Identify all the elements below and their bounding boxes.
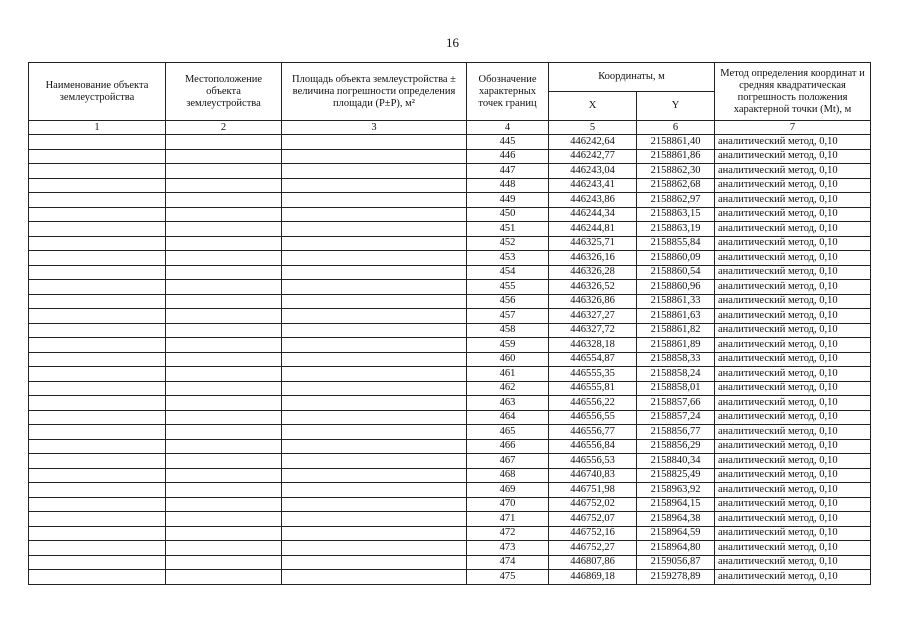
method-cell: аналитический метод, 0,10 [715,294,871,309]
location-cell [166,149,282,164]
y-coordinate-cell: 2158858,33 [637,352,715,367]
location-cell [166,425,282,440]
table-row [29,149,871,164]
method-cell: аналитический метод, 0,10 [715,425,871,440]
area-cell [282,338,467,353]
point-cell: 457 [467,309,549,324]
object-name-cell [29,280,166,295]
method-cell: аналитический метод, 0,10 [715,323,871,338]
point-cell: 470 [467,497,549,512]
object-name-cell [29,570,166,585]
area-cell [282,526,467,541]
header-x: X [549,92,637,121]
method-cell: аналитический метод, 0,10 [715,164,871,179]
location-cell [166,265,282,280]
x-coordinate-cell: 446752,07 [549,512,637,527]
method-cell: аналитический метод, 0,10 [715,236,871,251]
location-cell [166,178,282,193]
column-number: 5 [549,121,637,135]
object-name-cell [29,294,166,309]
point-cell: 461 [467,367,549,382]
method-cell: аналитический метод, 0,10 [715,222,871,237]
column-number: 3 [282,121,467,135]
object-name-cell [29,512,166,527]
y-coordinate-cell: 2158856,29 [637,439,715,454]
area-cell [282,178,467,193]
column-number: 4 [467,121,549,135]
table-row [29,425,871,440]
object-name-cell [29,439,166,454]
point-cell: 456 [467,294,549,309]
x-coordinate-cell: 446752,27 [549,541,637,556]
x-coordinate-cell: 446244,34 [549,207,637,222]
column-number: 7 [715,121,871,135]
y-coordinate-cell: 2158861,40 [637,135,715,150]
area-cell [282,541,467,556]
area-cell [282,294,467,309]
area-cell [282,570,467,585]
method-cell: аналитический метод, 0,10 [715,396,871,411]
object-name-cell [29,236,166,251]
x-coordinate-cell: 446556,55 [549,410,637,425]
method-cell: аналитический метод, 0,10 [715,381,871,396]
x-coordinate-cell: 446752,16 [549,526,637,541]
x-coordinate-cell: 446242,64 [549,135,637,150]
point-cell: 451 [467,222,549,237]
table-row [29,236,871,251]
header-point-designation: Обозначение характерных точек границ [467,63,549,121]
point-cell: 445 [467,135,549,150]
area-cell [282,323,467,338]
method-cell: аналитический метод, 0,10 [715,309,871,324]
object-name-cell [29,338,166,353]
x-coordinate-cell: 446740,83 [549,468,637,483]
y-coordinate-cell: 2158860,96 [637,280,715,295]
area-cell [282,367,467,382]
point-cell: 458 [467,323,549,338]
method-cell: аналитический метод, 0,10 [715,483,871,498]
y-coordinate-cell: 2158862,68 [637,178,715,193]
table-row [29,135,871,150]
object-name-cell [29,555,166,570]
method-cell: аналитический метод, 0,10 [715,352,871,367]
location-cell [166,396,282,411]
location-cell [166,555,282,570]
object-name-cell [29,396,166,411]
location-cell [166,381,282,396]
area-cell [282,555,467,570]
table-row [29,468,871,483]
header-y: Y [637,92,715,121]
x-coordinate-cell: 446326,16 [549,251,637,266]
location-cell [166,193,282,208]
method-cell: аналитический метод, 0,10 [715,149,871,164]
page-number: 16 [446,35,459,50]
method-cell: аналитический метод, 0,10 [715,497,871,512]
x-coordinate-cell: 446555,35 [549,367,637,382]
table-row [29,338,871,353]
object-name-cell [29,164,166,179]
table-row [29,193,871,208]
y-coordinate-cell: 2158861,63 [637,309,715,324]
column-number: 6 [637,121,715,135]
point-cell: 469 [467,483,549,498]
area-cell [282,207,467,222]
y-coordinate-cell: 2158963,92 [637,483,715,498]
object-name-cell [29,309,166,324]
object-name-cell [29,251,166,266]
y-coordinate-cell: 2158863,15 [637,207,715,222]
point-cell: 472 [467,526,549,541]
x-coordinate-cell: 446326,28 [549,265,637,280]
header-object-name: Наименование объекта землеустройства [29,63,166,121]
method-cell: аналитический метод, 0,10 [715,207,871,222]
area-cell [282,265,467,280]
point-cell: 473 [467,541,549,556]
location-cell [166,497,282,512]
x-coordinate-cell: 446326,86 [549,294,637,309]
object-name-cell [29,410,166,425]
header-location: Местоположение объекта землеустройства [166,63,282,121]
x-coordinate-cell: 446752,02 [549,497,637,512]
x-coordinate-cell: 446326,52 [549,280,637,295]
location-cell [166,323,282,338]
location-cell [166,338,282,353]
object-name-cell [29,222,166,237]
point-cell: 449 [467,193,549,208]
x-coordinate-cell: 446556,77 [549,425,637,440]
area-cell [282,149,467,164]
x-coordinate-cell: 446243,04 [549,164,637,179]
table-row [29,483,871,498]
area-cell [282,222,467,237]
point-cell: 474 [467,555,549,570]
area-cell [282,512,467,527]
area-cell [282,396,467,411]
area-cell [282,410,467,425]
method-cell: аналитический метод, 0,10 [715,338,871,353]
x-coordinate-cell: 446327,72 [549,323,637,338]
object-name-cell [29,149,166,164]
point-cell: 475 [467,570,549,585]
area-cell [282,309,467,324]
x-coordinate-cell: 446244,81 [549,222,637,237]
point-cell: 460 [467,352,549,367]
object-name-cell [29,526,166,541]
area-cell [282,439,467,454]
location-cell [166,526,282,541]
y-coordinate-cell: 2158964,38 [637,512,715,527]
area-cell [282,280,467,295]
location-cell [166,164,282,179]
point-cell: 463 [467,396,549,411]
area-cell [282,193,467,208]
x-coordinate-cell: 446556,84 [549,439,637,454]
x-coordinate-cell: 446243,86 [549,193,637,208]
y-coordinate-cell: 2158856,77 [637,425,715,440]
location-cell [166,280,282,295]
method-cell: аналитический метод, 0,10 [715,526,871,541]
table-row [29,309,871,324]
location-cell [166,410,282,425]
object-name-cell [29,541,166,556]
x-coordinate-cell: 446327,27 [549,309,637,324]
location-cell [166,207,282,222]
table-row [29,570,871,585]
y-coordinate-cell: 2158861,89 [637,338,715,353]
y-coordinate-cell: 2158825,49 [637,468,715,483]
table-row [29,323,871,338]
point-cell: 465 [467,425,549,440]
method-cell: аналитический метод, 0,10 [715,454,871,469]
y-coordinate-cell: 2158840,34 [637,454,715,469]
point-cell: 452 [467,236,549,251]
y-coordinate-cell: 2158858,24 [637,367,715,382]
point-cell: 459 [467,338,549,353]
y-coordinate-cell: 2158855,84 [637,236,715,251]
location-cell [166,135,282,150]
y-coordinate-cell: 2159056,87 [637,555,715,570]
object-name-cell [29,135,166,150]
x-coordinate-cell: 446751,98 [549,483,637,498]
table-row [29,512,871,527]
method-cell: аналитический метод, 0,10 [715,410,871,425]
area-cell [282,483,467,498]
location-cell [166,251,282,266]
point-cell: 446 [467,149,549,164]
location-cell [166,309,282,324]
method-cell: аналитический метод, 0,10 [715,570,871,585]
table-row [29,207,871,222]
object-name-cell [29,178,166,193]
method-cell: аналитический метод, 0,10 [715,439,871,454]
table-row [29,178,871,193]
method-cell: аналитический метод, 0,10 [715,280,871,295]
object-name-cell [29,425,166,440]
location-cell [166,222,282,237]
location-cell [166,541,282,556]
x-coordinate-cell: 446328,18 [549,338,637,353]
table-row [29,526,871,541]
method-cell: аналитический метод, 0,10 [715,555,871,570]
y-coordinate-cell: 2158862,97 [637,193,715,208]
point-cell: 471 [467,512,549,527]
y-coordinate-cell: 2158964,15 [637,497,715,512]
y-coordinate-cell: 2159278,89 [637,570,715,585]
x-coordinate-cell: 446556,22 [549,396,637,411]
y-coordinate-cell: 2158861,86 [637,149,715,164]
object-name-cell [29,323,166,338]
y-coordinate-cell: 2158861,33 [637,294,715,309]
object-name-cell [29,483,166,498]
x-coordinate-cell: 446555,81 [549,381,637,396]
y-coordinate-cell: 2158858,01 [637,381,715,396]
column-number: 1 [29,121,166,135]
area-cell [282,251,467,266]
table-row [29,541,871,556]
method-cell: аналитический метод, 0,10 [715,135,871,150]
y-coordinate-cell: 2158857,24 [637,410,715,425]
table-row [29,164,871,179]
table-row [29,454,871,469]
point-cell: 453 [467,251,549,266]
y-coordinate-cell: 2158863,19 [637,222,715,237]
table-row [29,294,871,309]
table-row [29,367,871,382]
object-name-cell [29,367,166,382]
location-cell [166,352,282,367]
table-row [29,381,871,396]
table-row [29,280,871,295]
area-cell [282,425,467,440]
x-coordinate-cell: 446243,41 [549,178,637,193]
coordinates-table [28,62,871,585]
point-cell: 450 [467,207,549,222]
method-cell: аналитический метод, 0,10 [715,251,871,266]
area-cell [282,135,467,150]
table-row [29,396,871,411]
column-number: 2 [166,121,282,135]
table-row [29,222,871,237]
point-cell: 448 [467,178,549,193]
area-cell [282,381,467,396]
table-row [29,265,871,280]
object-name-cell [29,265,166,280]
area-cell [282,236,467,251]
method-cell: аналитический метод, 0,10 [715,512,871,527]
x-coordinate-cell: 446807,86 [549,555,637,570]
point-cell: 467 [467,454,549,469]
method-cell: аналитический метод, 0,10 [715,265,871,280]
object-name-cell [29,352,166,367]
table-row [29,352,871,367]
y-coordinate-cell: 2158964,80 [637,541,715,556]
header-coordinates: Координаты, м [549,63,715,92]
point-cell: 466 [467,439,549,454]
x-coordinate-cell: 446556,53 [549,454,637,469]
point-cell: 464 [467,410,549,425]
location-cell [166,439,282,454]
object-name-cell [29,193,166,208]
area-cell [282,468,467,483]
point-cell: 462 [467,381,549,396]
x-coordinate-cell: 446325,71 [549,236,637,251]
y-coordinate-cell: 2158964,59 [637,526,715,541]
x-coordinate-cell: 446242,77 [549,149,637,164]
y-coordinate-cell: 2158861,82 [637,323,715,338]
location-cell [166,367,282,382]
object-name-cell [29,207,166,222]
point-cell: 447 [467,164,549,179]
method-cell: аналитический метод, 0,10 [715,178,871,193]
location-cell [166,454,282,469]
location-cell [166,512,282,527]
object-name-cell [29,468,166,483]
object-name-cell [29,454,166,469]
location-cell [166,294,282,309]
location-cell [166,570,282,585]
object-name-cell [29,381,166,396]
method-cell: аналитический метод, 0,10 [715,541,871,556]
x-coordinate-cell: 446554,87 [549,352,637,367]
area-cell [282,352,467,367]
x-coordinate-cell: 446869,18 [549,570,637,585]
area-cell [282,454,467,469]
table-row [29,251,871,266]
table-row [29,439,871,454]
y-coordinate-cell: 2158860,54 [637,265,715,280]
method-cell: аналитический метод, 0,10 [715,367,871,382]
y-coordinate-cell: 2158857,66 [637,396,715,411]
header-area: Площадь объекта землеустройства ± величина погрешности определения площади (P±P), м² [282,63,467,121]
location-cell [166,236,282,251]
y-coordinate-cell: 2158860,09 [637,251,715,266]
table-row [29,410,871,425]
y-coordinate-cell: 2158862,30 [637,164,715,179]
table-row [29,497,871,512]
method-cell: аналитический метод, 0,10 [715,193,871,208]
point-cell: 468 [467,468,549,483]
header-method: Метод определения координат и средняя квадратическая погрешность положения характерной точки (Mt), м [715,63,871,121]
object-name-cell [29,497,166,512]
point-cell: 455 [467,280,549,295]
table-row [29,555,871,570]
point-cell: 454 [467,265,549,280]
column-number-row [29,121,871,135]
method-cell: аналитический метод, 0,10 [715,468,871,483]
area-cell [282,164,467,179]
location-cell [166,468,282,483]
location-cell [166,483,282,498]
area-cell [282,497,467,512]
